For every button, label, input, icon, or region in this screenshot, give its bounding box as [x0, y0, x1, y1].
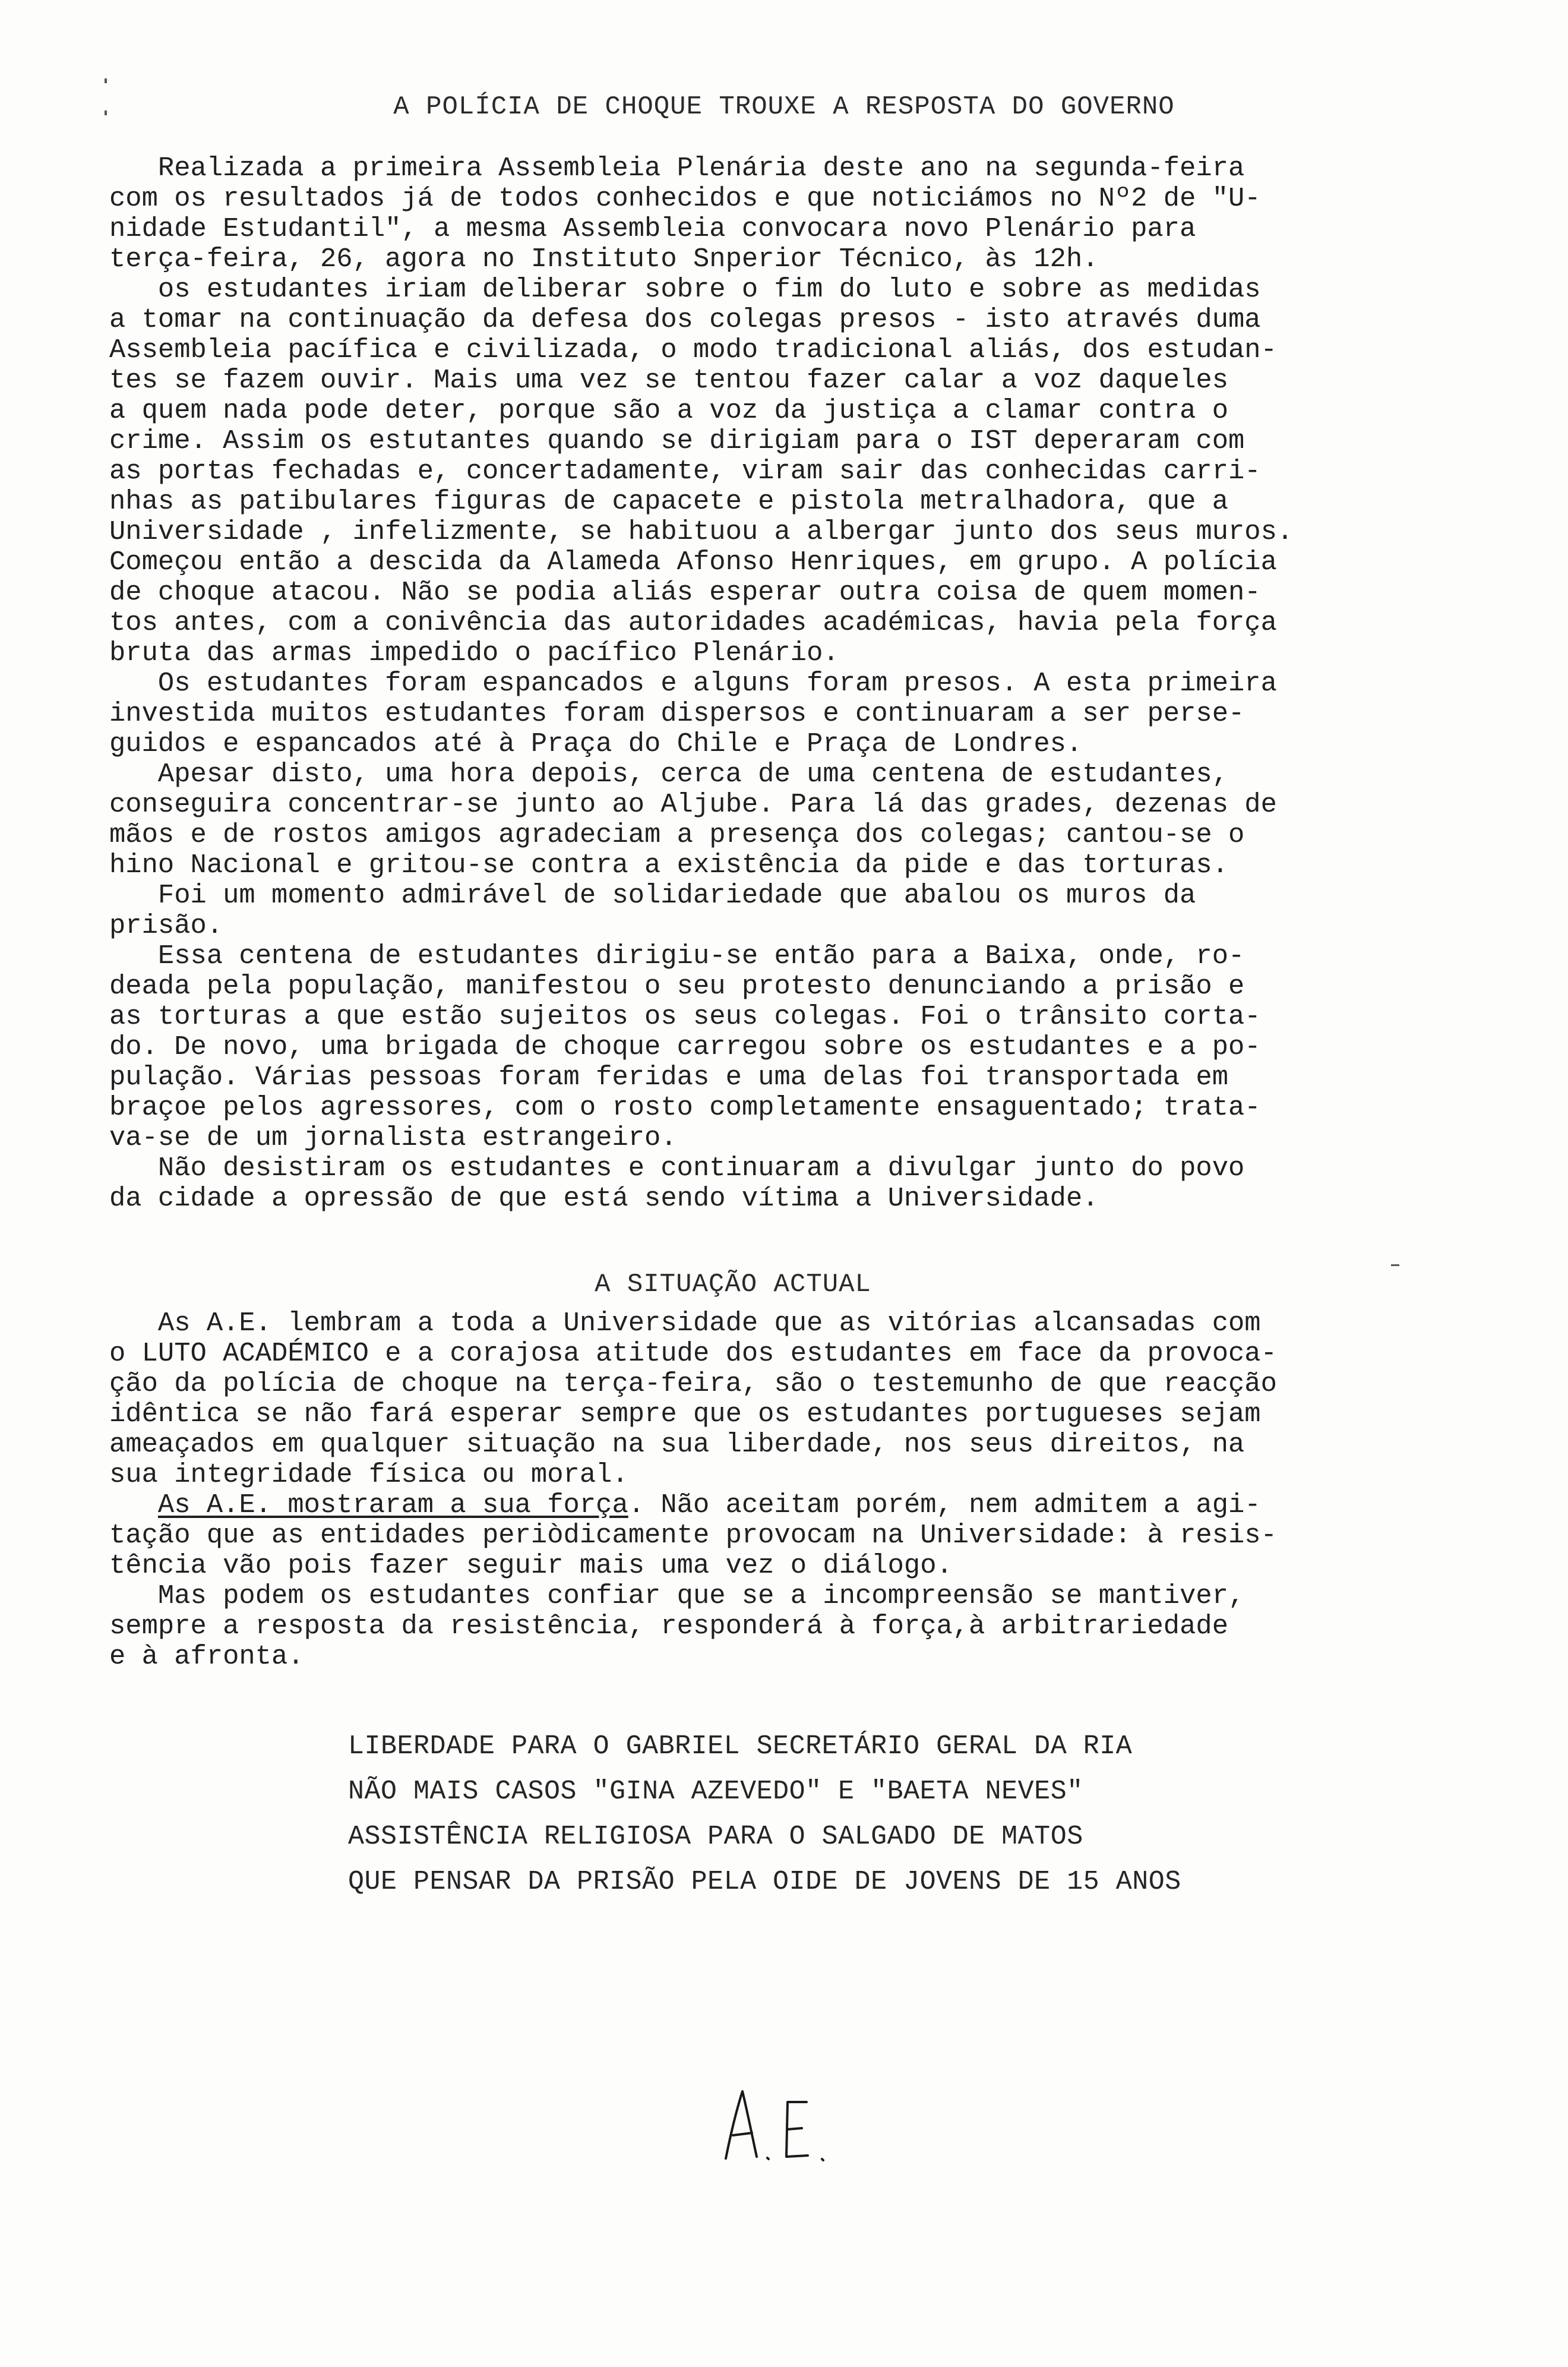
article-line: a tomar na continuação da defesa dos colegas presos - isto através duma: [109, 304, 1261, 335]
main-article: [109, 153, 1440, 1214]
section-line: [109, 1490, 1440, 1520]
margin-mark: [1391, 1264, 1399, 1266]
section-title: A SITUAÇÃO ACTUAL: [595, 1270, 871, 1299]
article-line: pulação. Várias pessoas foram feridas e uma delas foi transportada em: [109, 1062, 1229, 1093]
slogan: NÃO MAIS CASOS "GINA AZEVEDO" E "BAETA NEVES": [348, 1776, 1083, 1807]
article-line: Os estudantes foram espancados e alguns foram presos. A esta primeira: [109, 668, 1277, 699]
slogan: LIBERDADE PARA O GABRIEL SECRETÁRIO GERAL DA RIA: [348, 1731, 1133, 1762]
section-line: tação que as entidades periòdicamente provocam na Universidade: à resis-: [109, 1520, 1277, 1551]
article-line: Assembleia pacífica e civilizada, o modo tradicional aliás, dos estudan-: [109, 334, 1277, 365]
article-line: Não desistiram os estudantes e continuaram a divulgar junto do povo: [109, 1153, 1245, 1184]
section-line: Mas podem os estudantes confiar que se a incompreensão se mantiver,: [109, 1580, 1245, 1611]
section-line: sempre a resposta da resistência, responderá à força,à arbitrariedade: [109, 1611, 1229, 1642]
article-line: os estudantes iriam deliberar sobre o fim do luto e sobre as medidas: [109, 274, 1261, 305]
article-line: Essa centena de estudantes dirigiu-se então para a Baixa, onde, ro-: [109, 941, 1245, 971]
handwritten-signature: [717, 2078, 860, 2167]
article-line: hino Nacional e gritou-se contra a existência da pide e das torturas.: [109, 850, 1229, 880]
article-line: Começou então a descida da Alameda Afonso Henriques, em grupo. A polícia: [109, 547, 1277, 577]
margin-mark: [105, 78, 107, 83]
section-body: [109, 1308, 1440, 1672]
article-line: conseguira concentrar-se junto ao Aljube. Para lá das grades, dezenas de: [109, 789, 1277, 820]
section-line: sua integridade física ou moral.: [109, 1459, 628, 1490]
section-line-rest: . Não aceitam porém, nem admitem a agi-: [628, 1489, 1261, 1520]
article-line: da cidade a opressão de que está sendo vítima a Universidade.: [109, 1183, 1099, 1214]
document-title: A POLÍCIA DE CHOQUE TROUXE A RESPOSTA DO GOVERNO: [393, 92, 1175, 122]
section-line: tência vão pois fazer seguir mais uma vez o diálogo.: [109, 1550, 953, 1581]
slogans-list: [348, 1724, 1181, 1905]
article-line: as torturas a que estão sujeitos os seus colegas. Foi o trânsito corta-: [109, 1001, 1261, 1032]
section-line: e à afronta.: [109, 1641, 304, 1672]
article-line: investida muitos estudantes foram dispersos e continuaram a ser perse-: [109, 698, 1245, 729]
article-line: a quem nada pode deter, porque são a voz da justiça a clamar contra o: [109, 395, 1229, 426]
article-line: as portas fechadas e, concertadamente, viram sair das conhecidas carri-: [109, 456, 1261, 487]
article-line: nhas as patibulares figuras de capacete e pistola metralhadora, que a: [109, 486, 1229, 517]
article-line: bruta das armas impedido o pacífico Plenário.: [109, 637, 839, 668]
article-line: nidade Estudantil", a mesma Assembleia convocara novo Plenário para: [109, 213, 1196, 244]
article-line: Realizada a primeira Assembleia Plenária deste ano na segunda-feira: [109, 153, 1245, 184]
article-line: braçoe pelos agressores, com o rosto completamente ensaguentado; trata-: [109, 1092, 1261, 1123]
slogan: ASSISTÊNCIA RELIGIOSA PARA O SALGADO DE MATOS: [348, 1822, 1083, 1852]
section-line: idêntica se não fará esperar sempre que os estudantes portugueses sejam: [109, 1399, 1261, 1429]
slogan: QUE PENSAR DA PRISÃO PELA OIDE DE JOVENS DE 15 ANOS: [348, 1867, 1181, 1897]
article-line: tes se fazem ouvir. Mais uma vez se tentou fazer calar a voz daqueles: [109, 365, 1229, 396]
article-line: deada pela população, manifestou o seu protesto denunciando a prisão e: [109, 971, 1245, 1002]
article-line: terça-feira, 26, agora no Instituto Snperior Técnico, às 12h.: [109, 244, 1099, 274]
article-line: Apesar disto, uma hora depois, cerca de uma centena de estudantes,: [109, 759, 1229, 790]
article-line: guidos e espancados até à Praça do Chile e Praça de Londres.: [109, 728, 1083, 759]
article-line: com os resultados já de todos conhecidos e que noticiámos no Nº2 de "U-: [109, 183, 1261, 214]
article-line: prisão.: [109, 910, 223, 941]
article-line: do. De novo, uma brigada de choque carregou sobre os estudantes e a po-: [109, 1031, 1261, 1062]
article-line: crime. Assim os estutantes quando se dirigiam para o IST deperaram com: [109, 425, 1245, 456]
article-line: Foi um momento admirável de solidariedade que abalou os muros da: [109, 880, 1196, 911]
article-line: mãos e de rostos amigos agradeciam a presença dos colegas; cantou-se o: [109, 819, 1245, 850]
section-line: ameaçados em qualquer situação na sua liberdade, nos seus direitos, na: [109, 1429, 1245, 1460]
section-line: o LUTO ACADÉMICO e a corajosa atitude dos estudantes em face da provoca-: [109, 1338, 1277, 1369]
article-line: va-se de um jornalista estrangeiro.: [109, 1122, 677, 1153]
article-line: de choque atacou. Não se podia aliás esperar outra coisa de quem momen-: [109, 577, 1261, 608]
section-line: ção da polícia de choque na terça-feira, são o testemunho de que reacção: [109, 1368, 1277, 1399]
underlined-statement: As A.E. mostraram a sua força: [157, 1489, 628, 1520]
article-line: Universidade , infelizmente, se habituou a albergar junto dos seus muros.: [109, 516, 1294, 547]
section-line: As A.E. lembram a toda a Universidade que as vitórias alcansadas com: [109, 1308, 1261, 1339]
article-line: tos antes, com a conivência das autoridades académicas, havia pela força: [109, 607, 1277, 638]
